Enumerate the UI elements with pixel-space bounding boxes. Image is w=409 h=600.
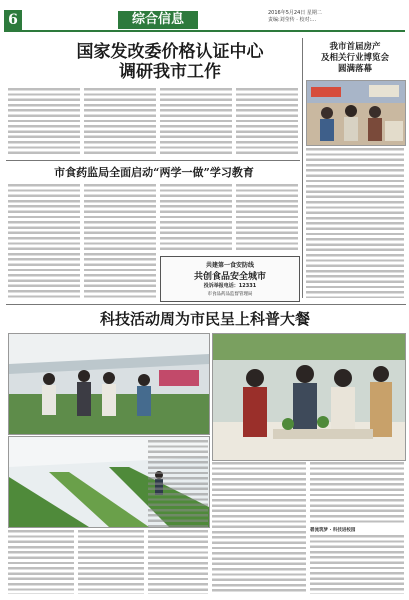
bottom-body-col6 [310,535,404,594]
page-number: 6 [4,10,22,30]
lead-headline-line2: 调研我市工作 [119,62,221,82]
bottom-body-col4 [212,462,306,594]
side-headline-line2: 及相关行业博览会 [320,53,389,63]
lead-headline-line1: 国家发改委价格认证中心 [76,42,264,62]
lead-body-col3 [160,88,232,156]
ad-hotline: 投诉举报电话：12331 [203,283,257,289]
side-body-text [306,148,404,298]
lead-body-col4 [236,88,298,156]
bottom-body-col2 [78,530,144,594]
middle-body-col4 [236,184,298,252]
food-safety-ad [160,256,300,302]
ad-subtitle: 共创食品安全城市 [193,272,266,282]
greenhouse-visit-illustration [9,334,209,434]
date-line: 2016年5月24日 星期二 [268,10,322,16]
divider-lead [6,160,300,161]
divider-middle [6,304,406,305]
editor-line: 责编:刘莹传 · 校对:… [268,17,317,23]
bottom-body-col5 [310,462,404,524]
lead-body-col2 [84,88,156,156]
photo-plant-display [212,333,406,461]
side-bottom-caption: 碧流筑梦 · 科技进校园 [310,528,356,533]
side-photo-expo [306,80,406,146]
middle-body-col3 [160,184,232,252]
middle-headline: 市食药监局全面启动“两学一做”学习教育 [54,166,254,179]
lead-body-col1 [8,88,80,156]
column-divider [302,38,303,298]
section-title: 综合信息 [118,11,198,29]
ad-footer: 市食品药品监督管理局 [207,292,253,297]
side-headline-line1: 我市首届房产 [329,42,381,52]
bottom-body-col3 [148,440,208,594]
bottom-headline: 科技活动周为市民呈上科普大餐 [99,310,310,328]
middle-body-col1 [8,184,80,300]
plant-display-illustration [213,334,405,460]
bottom-body-col1 [8,530,74,594]
ad-title: 共建第一食安防线 [205,262,254,269]
expo-photo-illustration [307,81,405,145]
side-headline-line3: 圆满落幕 [337,64,372,74]
middle-body-col2 [84,184,156,300]
photo-greenhouse-visit [8,333,210,435]
header-info [268,10,408,24]
